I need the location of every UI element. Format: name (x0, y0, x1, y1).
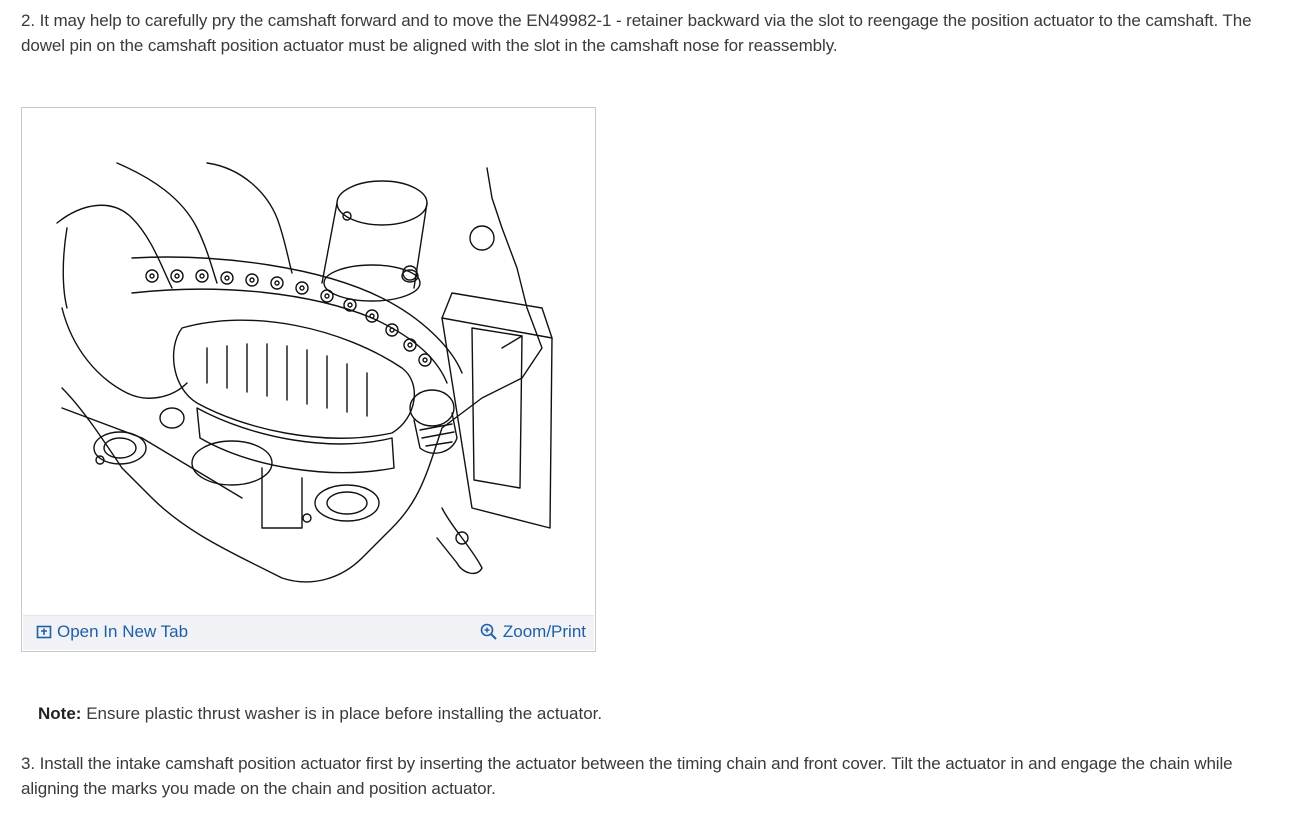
step-3-text: 3. Install the intake camshaft position actuator first by inserting the actuator between the timing chain and front cover. Tilt the actuator in and engage the chain while aligning the marks you made on the chain and position actuator. (21, 754, 1233, 798)
note-text: Ensure plastic thrust washer is in place before installing the actuator. (86, 704, 603, 723)
open-new-tab-link[interactable] (36, 622, 188, 642)
open-new-tab-icon (36, 624, 52, 640)
figure-toolbar (23, 615, 594, 650)
open-new-tab-label: Open In New Tab (57, 622, 189, 641)
figure-container (21, 107, 596, 652)
step-2-text: 2. It may help to carefully pry the camshaft forward and to move the EN49982-1 - retainer backward via the slot to reengage the position actuator to the camshaft. The dowel pin on the camshaft position actuator must be aligned with the slot in the camshaft nose for reassembly. (21, 11, 1252, 55)
zoom-print-label: Zoom/Print (502, 622, 586, 641)
zoom-in-icon (480, 623, 498, 641)
zoom-print-link[interactable] (480, 622, 586, 642)
camshaft-actuator-illustration[interactable] (22, 108, 595, 616)
note-label: Note: (38, 704, 82, 723)
note-paragraph (38, 701, 602, 726)
